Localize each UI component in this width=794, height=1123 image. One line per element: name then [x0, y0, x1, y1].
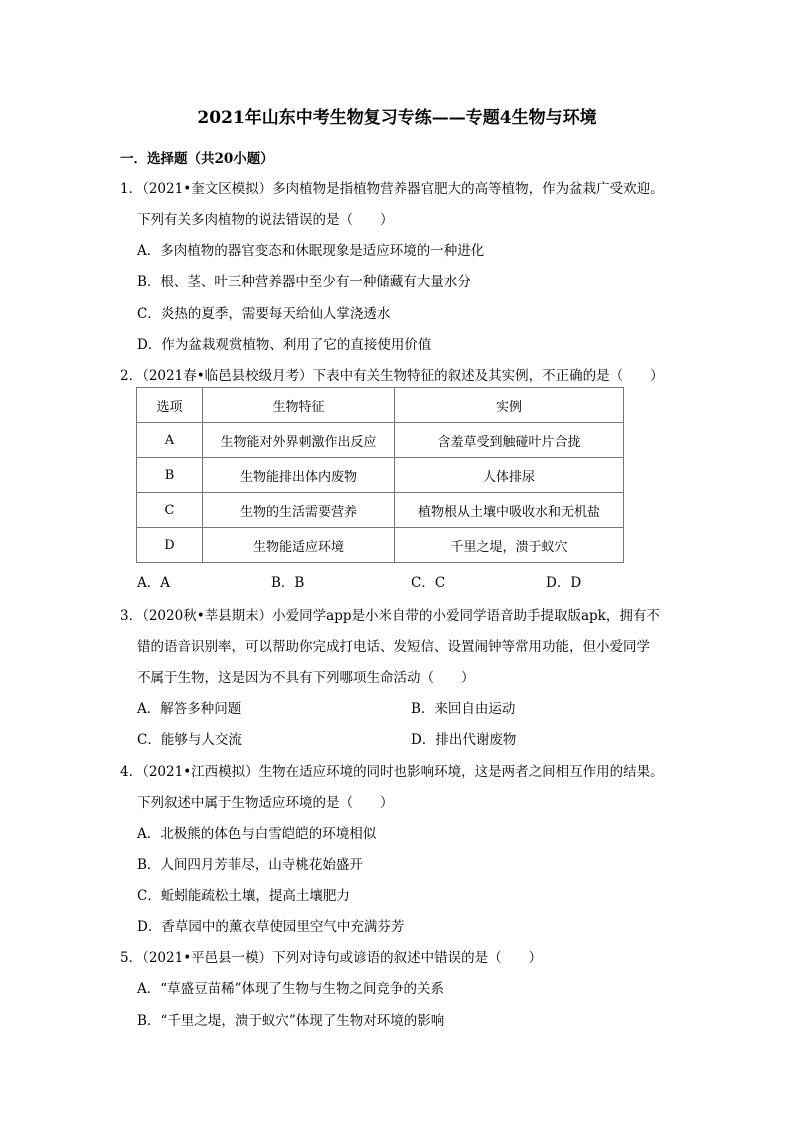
table-cell: 含羞草受到触碰叶片合拢	[395, 423, 624, 458]
question-1-stem: 1．（2021•奎文区模拟）多肉植物是指植物营养器官肥大的高等植物，作为盆栽广受欢迎。	[120, 181, 664, 197]
question-3-option-c: C．能够与人交流	[137, 732, 242, 748]
question-4-option-b: B．人间四月芳菲尽，山寺桃花始盛开	[137, 857, 363, 873]
table-cell: 生物的生活需要营养	[203, 493, 395, 528]
table-header-cell: 生物特征	[203, 388, 395, 423]
question-5-option-b: B．“千里之堤，溃于蚁穴”体现了生物对环境的影响	[137, 1013, 445, 1029]
question-2-option-c: C．C	[411, 575, 446, 591]
question-4-option-d: D．香草园中的薰衣草使园里空气中充满芬芳	[137, 919, 405, 935]
question-2-stem: 2．（2021春•临邑县校级月考）下表中有关生物特征的叙述及其实例，不正确的是（ ）	[120, 368, 664, 384]
table-header-cell: 选项	[137, 388, 203, 423]
question-5-option-a: A．“草盛豆苗稀”体现了生物与生物之间竞争的关系	[137, 981, 445, 997]
page-title: 2021年山东中考生物复习专练——专题4生物与环境	[197, 108, 597, 128]
question-2-option-b: B．B	[271, 575, 305, 591]
question-3-option-d: D．排出代谢废物	[411, 732, 517, 748]
table-cell: 生物能适应环境	[203, 528, 395, 563]
table-row	[137, 458, 624, 493]
question-4-stem-cont: 下列叙述中属于生物适应环境的是（ ）	[137, 795, 394, 811]
table-cell: 植物根从土壤中吸收水和无机盐	[395, 493, 624, 528]
question-3-stem-cont: 错的语音识别率，可以帮助你完成打电话、发短信、设置闹钟等常用功能，但小爱同学	[137, 639, 650, 655]
question-1-option-b: B．根、茎、叶三种营养器中至少有一种储藏有大量水分	[137, 274, 471, 290]
question-5-stem: 5．（2021•平邑县一模）下列对诗句或谚语的叙述中错误的是（ ）	[120, 950, 543, 966]
table-cell: 生物能对外界刺激作出反应	[203, 423, 395, 458]
table-cell: D	[137, 528, 203, 563]
question-3-stem: 3．（2020秋•莘县期末）小爱同学app是小米自带的小爱同学语音助手提取版apk，拥有不	[120, 608, 660, 624]
table-header-row	[137, 388, 624, 423]
table-header-cell: 实例	[395, 388, 624, 423]
table-cell: 千里之堤，溃于蚁穴	[395, 528, 624, 563]
question-3-stem-cont: 不属于生物，这是因为不具有下列哪项生命活动（ ）	[137, 670, 475, 686]
question-3-option-a: A．解答多种问题	[137, 701, 242, 717]
question-1-stem-cont: 下列有关多肉植物的说法错误的是（ ）	[137, 212, 394, 228]
question-3-option-b: B．来回自由运动	[411, 701, 516, 717]
table-row	[137, 528, 624, 563]
table-cell: B	[137, 458, 203, 493]
question-2-option-d: D．D	[546, 575, 582, 591]
table-row	[137, 423, 624, 458]
question-1-option-d: D．作为盆栽观赏植物、利用了它的直接使用价值	[137, 337, 432, 353]
question-2-table	[136, 387, 624, 563]
table-row	[137, 493, 624, 528]
question-4-option-c: C．蚯蚓能疏松土壤，提高土壤肥力	[137, 888, 350, 904]
question-4-stem: 4．（2021•江西模拟）生物在适应环境的同时也影响环境，这是两者之间相互作用的结果。	[120, 764, 664, 780]
section-heading: 一．选择题（共20小题）	[120, 151, 274, 167]
table-cell: 人体排尿	[395, 458, 624, 493]
table-cell: 生物能排出体内废物	[203, 458, 395, 493]
question-1-option-c: C．炎热的夏季，需要每天给仙人掌浇透水	[137, 306, 391, 322]
question-1-option-a: A．多肉植物的器官变态和休眠现象是适应环境的一种进化	[137, 243, 485, 259]
table-cell: C	[137, 493, 203, 528]
question-2-option-a: A．A	[137, 575, 170, 591]
question-4-option-a: A．北极熊的体色与白雪皑皑的环境相似	[137, 826, 377, 842]
table-cell: A	[137, 423, 203, 458]
